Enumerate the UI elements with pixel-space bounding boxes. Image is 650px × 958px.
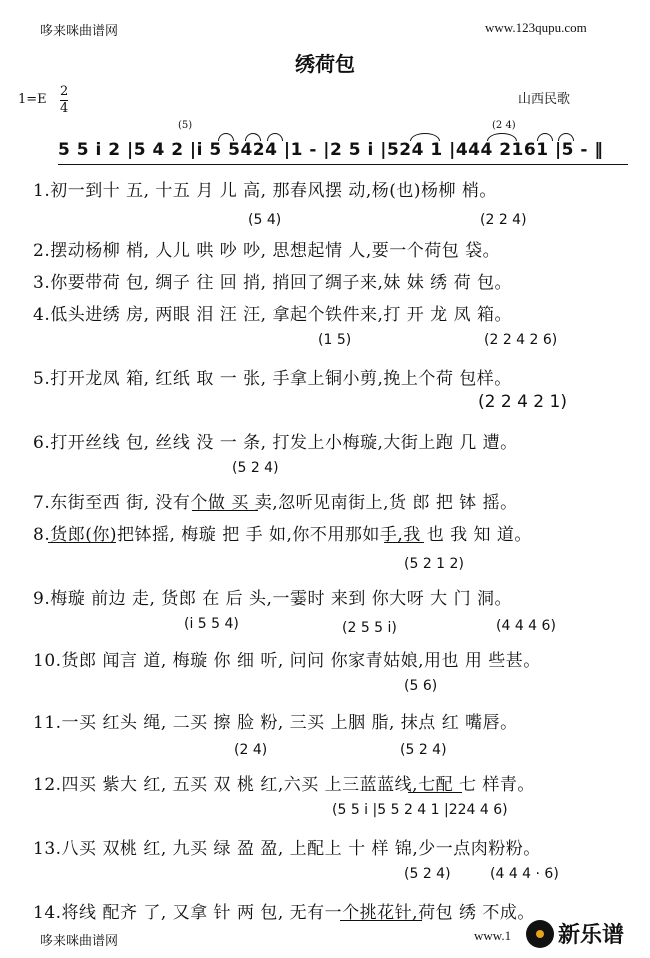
lyric-line-7: 7.东街至西 街, 没有个做 买 卖,忽听见南街上,货 郎 把 钵 摇。	[33, 493, 518, 513]
xinyuepu-logo[interactable]	[526, 914, 644, 954]
annotation-14: (5 5 i |5 5 2 4 1 |224 4 6)	[332, 802, 508, 818]
grace-note-5: (5)	[178, 120, 193, 131]
grace-note-24: (2 4)	[492, 120, 516, 131]
song-origin: 山西民歌	[518, 92, 571, 107]
site-name-header: 哆来咪曲谱网	[40, 24, 119, 39]
time-signature-bottom: 4	[60, 101, 69, 116]
annotation-8: (i 5 5 4)	[184, 616, 239, 632]
site-name-footer: 哆来咪曲谱网	[40, 934, 119, 949]
key-signature: 1=E	[18, 92, 47, 107]
lyric-line-14: 14.将线 配齐 了, 又拿 针 两 包, 无有一个挑花针,荷包 绣 不成。	[33, 903, 535, 923]
song-title: 绣荷包	[295, 52, 355, 76]
annotation-16: (4 4 4 · 6)	[490, 866, 559, 882]
annotation-2: (2 2 4)	[480, 212, 527, 228]
annotation-1: (5 4)	[248, 212, 282, 228]
lyric-line-8: 8.货郎(你)把钵摇, 梅璇 把 手 如,你不用那如手,我 也 我 知 道。	[33, 525, 532, 545]
lyric-line-6: 6.打开丝线 包, 丝线 没 一 条, 打发上小梅璇,大街上跑 几 遭。	[33, 433, 518, 453]
jianpu-notation-line: 5 5 i 2 |5 4 2 |i 5 5424 |1 - |2 5 i |524 1 |444 2161 |5 - ‖	[58, 140, 604, 160]
lyric-line-5: 5.打开龙凤 箱, 红纸 取 一 张, 手拿上铜小剪,挽上个荷 包样。	[33, 369, 512, 389]
annotation-12: (2 4)	[234, 742, 268, 758]
time-signature	[60, 84, 68, 117]
lyric-underline	[340, 920, 422, 921]
lyric-line-13: 13.八买 双桃 红, 九买 绿 盈 盈, 上配上 十 样 锦,少一点肉粉粉。	[33, 839, 541, 859]
annotation-10: (4 4 4 6)	[496, 618, 556, 634]
annotation-3: (1 5)	[318, 332, 352, 348]
lyric-line-9: 9.梅璇 前边 走, 货郎 在 后 头,一霎时 来到 你大呀 大 门 洞。	[33, 589, 512, 609]
annotation-5: (2 2 4 2 1)	[478, 392, 567, 412]
annotation-11: (5 6)	[404, 678, 438, 694]
annotation-13: (5 2 4)	[400, 742, 447, 758]
lyric-line-4: 4.低头进绣 房, 两眼 泪 汪 汪, 拿起个铁件来,打 开 龙 凤 箱。	[33, 305, 512, 325]
site-url-footer[interactable]: www.1	[474, 928, 512, 943]
lyric-line-11: 11.一买 红头 绳, 二买 擦 脸 粉, 三买 上胭 脂, 抹点 红 嘴唇。	[33, 713, 518, 733]
lyric-line-2: 2.摆动杨柳 梢, 人儿 哄 吵 吵, 思想起情 人,要一个荷包 袋。	[33, 241, 501, 261]
lyric-line-3: 3.你要带荷 包, 绸子 往 回 捎, 捎回了绸子来,妹 妹 绣 荷 包。	[33, 273, 512, 293]
lyric-line-1: 1.初一到十 五, 十五 月 儿 高, 那春风摆 动,杨(也)杨柳 梢。	[33, 181, 497, 201]
record-disc-icon	[526, 920, 554, 948]
beam-underline	[58, 164, 628, 165]
annotation-9: (2 5 5 i)	[342, 620, 397, 636]
logo-text: 新乐谱	[558, 923, 625, 948]
lyric-line-10: 10.货郎 闻言 道, 梅璇 你 细 听, 问问 你家青姑娘,用也 用 些甚。	[33, 651, 541, 671]
annotation-4: (2 2 4 2 6)	[484, 332, 558, 348]
lyric-underline	[408, 792, 462, 793]
annotation-6: (5 2 4)	[232, 460, 279, 476]
lyric-underline	[192, 510, 258, 511]
annotation-7: (5 2 1 2)	[404, 556, 464, 572]
lyric-line-12: 12.四买 紫大 红, 五买 双 桃 红,六买 上三蓝蓝线,七配 七 样青。	[33, 775, 535, 795]
site-url-header[interactable]: www.123qupu.com	[485, 20, 587, 35]
time-signature-top: 2	[60, 84, 69, 99]
lyric-underline	[48, 542, 116, 543]
lyric-underline	[384, 542, 424, 543]
annotation-15: (5 2 4)	[404, 866, 451, 882]
